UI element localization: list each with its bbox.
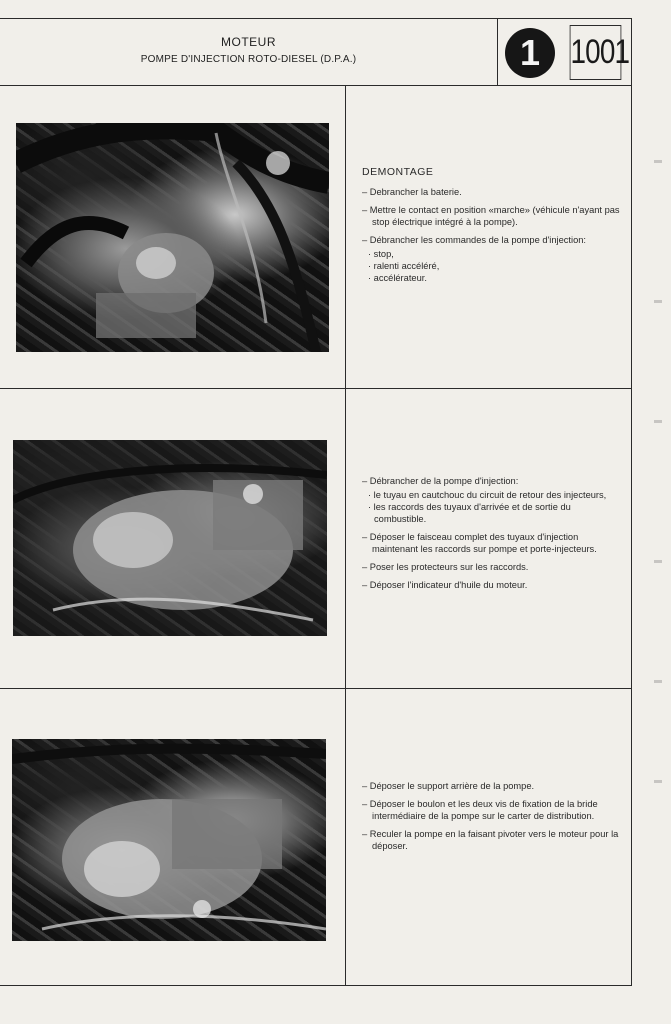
row-divider (0, 688, 632, 689)
margin-mark (654, 680, 662, 683)
step-item: – Mettre le contact en position «marche» (véhicule n'ayant pas stop électrique intégré à la pompe). (362, 205, 620, 227)
margin-mark (654, 300, 662, 303)
step-item: – Déposer le support arrière de la pompe. (362, 781, 535, 791)
section-2-text (362, 475, 624, 597)
page-subtitle: POMPE D'INJECTION ROTO-DIESEL (D.P.A.) (140, 54, 357, 65)
margin-mark (654, 780, 662, 783)
margin-mark (654, 560, 662, 563)
engine-photo-3 (12, 739, 326, 941)
sub-item: · les raccords des tuyaux d'arrivée et de sortie du combustible. (368, 502, 571, 524)
margin-mark (654, 160, 662, 163)
section-3-text (362, 780, 624, 858)
page-header (0, 18, 632, 86)
row-divider (0, 388, 632, 389)
step-item: – Déposer le boulon et les deux vis de fixation de la bride intermédiaire de la pompe sur le carter de distribution. (362, 799, 598, 821)
section-1-text (362, 166, 624, 284)
sub-item: · le tuyau en cautchouc du circuit de retour des injecteurs, (368, 490, 607, 500)
step-item: – Debrancher la baterie. (362, 187, 462, 197)
sub-item: · accélérateur. (368, 273, 427, 283)
step-item: – Débrancher de la pompe d'injection: (362, 476, 519, 486)
step-item: – Déposer l'indicateur d'huile du moteur. (362, 580, 528, 590)
margin-mark (654, 420, 662, 423)
step-item: – Déposer le faisceau complet des tuyaux d'injection maintenant les raccords sur pompe et porte-injecteurs. (362, 532, 597, 554)
engine-photo-2 (13, 440, 327, 636)
page-number: 1001 (570, 25, 622, 80)
sub-item: · ralenti accéléré, (368, 261, 440, 271)
section-number-badge: 1 (505, 28, 555, 78)
column-divider (345, 86, 346, 986)
sub-item: · stop, (368, 249, 394, 259)
header-title-box (0, 18, 498, 85)
engine-photo-1 (16, 123, 329, 352)
step-item: – Poser les protecteurs sur les raccords. (362, 562, 529, 572)
page-title: MOTEUR (221, 35, 276, 49)
step-item: – Débrancher les commandes de la pompe d'injection: (362, 235, 586, 245)
section-heading: DEMONTAGE (362, 166, 434, 178)
step-item: – Reculer la pompe en la faisant pivoter vers le moteur pour la déposer. (362, 829, 619, 851)
